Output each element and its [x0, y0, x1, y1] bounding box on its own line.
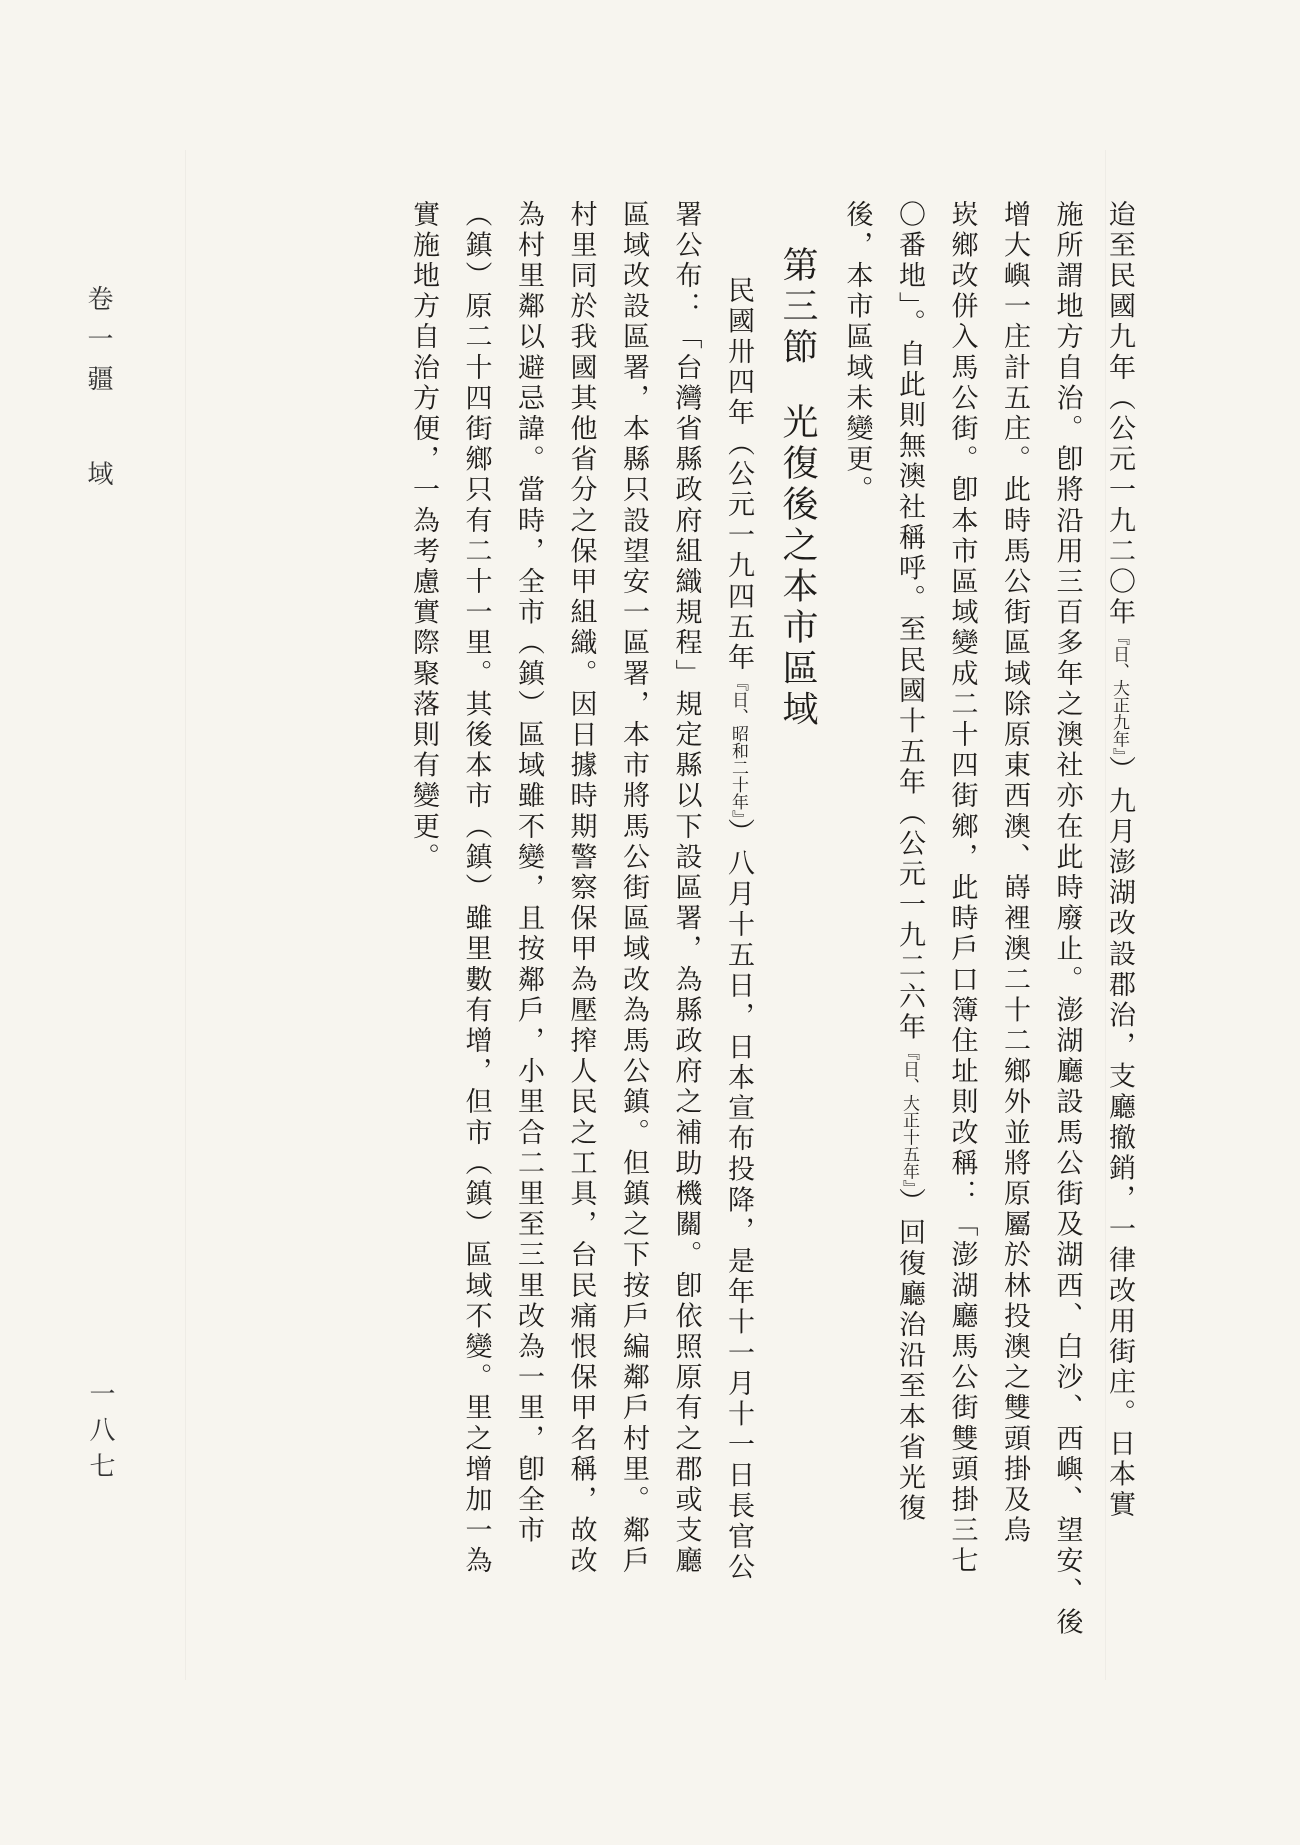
margin-header	[80, 285, 117, 500]
inline-note: 『日、大正十五年』	[899, 1043, 919, 1188]
text-column: 迨至民國九年（公元一九二〇年『日、大正九年』）九月澎湖改設郡治，支廳撤銷，一律改用街庄。日本實	[1104, 200, 1135, 1521]
text-column: 村里同於我國其他省分之保甲組織。因日據時期警察保甲為壓搾人民之工具，台民痛恨保甲名稱，故改	[565, 200, 597, 1577]
text-column: 區域改設區署，本縣只設望安一區署，本市將馬公街區域改為馬公鎮。但鎮之下按戶編鄰戶村里。鄰戶	[618, 200, 649, 1577]
chapter-label-2: 域	[83, 460, 113, 500]
text-column: 實施地方自治方便，一為考慮實際聚落則有變更。	[408, 200, 439, 874]
inline-note: 『日、昭和二十年』	[728, 673, 748, 819]
section-heading	[764, 200, 830, 1780]
text-column: 署公布：「台灣省縣政府組織規程」規定縣以下設區署，為縣政府之補助機關。卽依照原有之郡或支廳	[670, 200, 702, 1577]
section-title: 光復後之本市區域	[777, 403, 818, 731]
vertical-text-body	[397, 200, 1146, 1780]
inline-note: 『日、大正九年』	[1109, 628, 1129, 756]
text-column: 施所謂地方自治。卽將沿用三百多年之澳社亦在此時廢止。澎湖廳設馬公街及湖西、白沙、西嶼、望安、後	[1051, 200, 1083, 1639]
text-column: 為村里鄰以避忌諱。當時，全市（鎮）區域雖不變，且按鄰戶，小里合二里至三里改為一里，卽全市	[513, 200, 544, 1547]
text-column: 民國卅四年（公元一九四五年『日、昭和二十年』）八月十五日，日本宣布投降，是年十一月十一日長官公	[723, 276, 754, 1584]
text-column: 後，本市區域未變更。	[841, 200, 873, 506]
volume-label: 卷一	[83, 285, 113, 365]
section-number: 第三節	[777, 246, 818, 369]
bleed-through-rule	[185, 150, 186, 1680]
chapter-label: 疆	[83, 365, 113, 405]
text-column: 〇番地」。自此則無澳社稱呼。至民國十五年（公元一九二六年『日、大正十五年』）回復廳治沿至本省光復	[894, 200, 925, 1525]
text-column: 增大嶼一庄計五庄。此時馬公街區域除原東西澳、嵵裡澳二十二鄉外並將原屬於林投澳之雙頭掛及烏	[999, 200, 1030, 1547]
text-column: （鎮）原二十四街鄉只有二十一里。其後本市（鎮）雖里數有增，但市（鎮）區域不變。里之增加一為	[460, 200, 492, 1577]
text-column: 崁鄉改併入馬公街。卽本市區域變成二十四街鄉，此時戶口簿住址則改稱：「澎湖廳馬公街雙頭掛三七	[946, 200, 978, 1577]
page-number: 一八七	[85, 1380, 115, 1488]
